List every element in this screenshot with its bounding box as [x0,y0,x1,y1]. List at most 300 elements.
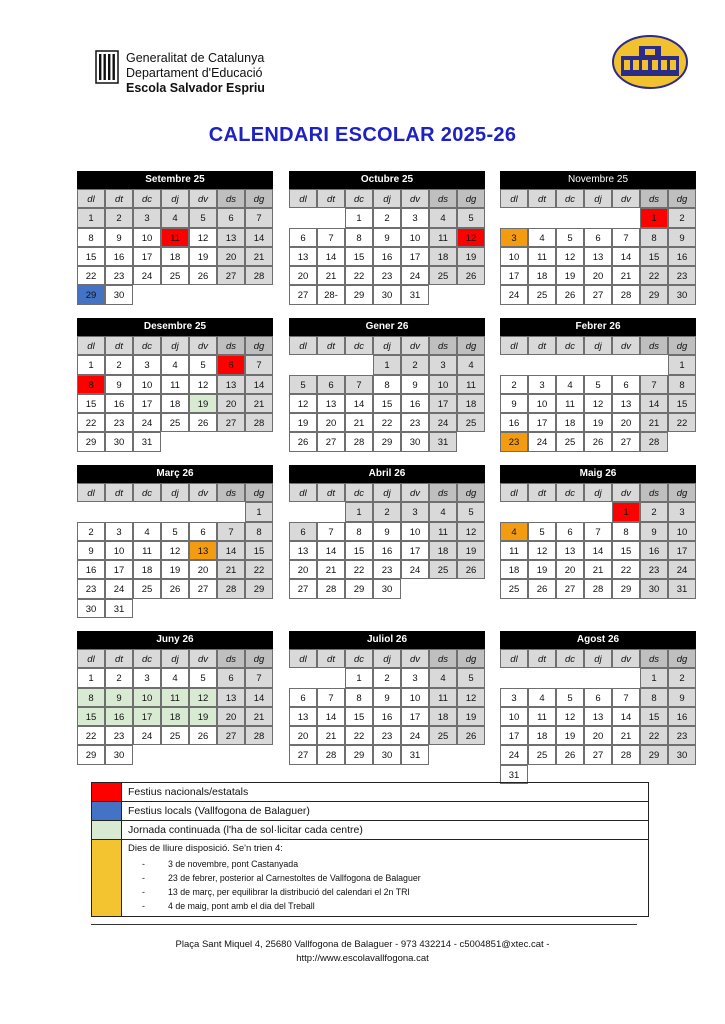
day-cell: 2 [668,668,696,687]
government-name: Generalitat de Catalunya [126,51,265,65]
day-cell: 5 [457,502,485,521]
month-title: Març 26 [77,465,273,483]
day-cell: 22 [345,266,373,285]
empty-cell [217,502,245,521]
month-calendar [500,171,696,305]
day-cell: 8 [77,375,105,394]
day-cell: 11 [500,541,528,560]
day-cell: 22 [245,560,273,579]
day-cell: 30 [373,745,401,764]
day-cell: 13 [217,375,245,394]
day-cell: 4 [429,668,457,687]
day-cell: 16 [373,707,401,726]
month-grid [289,336,485,452]
footer-website[interactable]: http://www.escolavallfogona.cat [296,953,429,964]
day-cell: 5 [556,688,584,707]
day-cell: 28- [317,285,345,304]
day-cell: 30 [105,432,133,451]
weekday-header: dj [161,649,189,668]
day-cell: 16 [105,707,133,726]
day-cell: 23 [77,579,105,598]
day-cell: 29 [345,285,373,304]
weekday-header: dv [401,483,429,502]
day-cell: 5 [189,208,217,227]
day-cell: 3 [429,355,457,374]
day-cell: 28 [612,285,640,304]
day-cell: 24 [429,413,457,432]
day-cell: 25 [528,745,556,764]
weekday-header: dt [105,189,133,208]
day-cell: 3 [401,668,429,687]
day-cell: 30 [668,285,696,304]
day-cell: 30 [668,745,696,764]
day-cell: 22 [345,560,373,579]
day-cell: 2 [373,502,401,521]
empty-cell [77,502,105,521]
month-title: Maig 26 [500,465,696,483]
day-cell: 6 [217,355,245,374]
day-cell: 19 [161,560,189,579]
month-calendar [289,631,485,765]
weekday-header: dg [457,336,485,355]
day-cell: 23 [401,413,429,432]
day-cell: 2 [668,208,696,227]
day-cell: 10 [133,688,161,707]
day-cell: 10 [105,541,133,560]
empty-cell [556,355,584,374]
empty-cell [161,502,189,521]
weekday-header: dc [133,649,161,668]
day-cell: 25 [133,579,161,598]
day-cell: 3 [528,375,556,394]
day-cell: 13 [189,541,217,560]
day-cell: 9 [500,394,528,413]
day-cell: 20 [612,413,640,432]
day-cell: 23 [668,726,696,745]
month-title: Octubre 25 [289,171,485,189]
day-cell: 27 [289,579,317,598]
weekday-header: ds [217,189,245,208]
day-cell: 13 [289,247,317,266]
weekday-header: dv [189,483,217,502]
month-calendar [500,318,696,452]
weekday-header: dg [245,483,273,502]
day-cell: 19 [189,247,217,266]
day-cell: 19 [189,707,217,726]
day-cell: 12 [556,707,584,726]
day-cell: 12 [189,375,217,394]
weekday-header: dc [133,483,161,502]
day-cell: 28 [245,413,273,432]
day-cell: 28 [345,432,373,451]
day-cell: 4 [133,522,161,541]
month-calendar [77,465,273,618]
empty-cell [556,208,584,227]
day-cell: 29 [373,432,401,451]
day-cell: 3 [133,355,161,374]
weekday-header: dv [401,649,429,668]
empty-cell [640,355,668,374]
month-grid [289,649,485,765]
day-cell: 6 [289,228,317,247]
day-cell: 2 [640,502,668,521]
weekday-header: dj [584,189,612,208]
legend-row-national [92,783,648,802]
weekday-header: dt [317,336,345,355]
day-cell: 6 [584,228,612,247]
month-title: Juliol 26 [289,631,485,649]
day-cell: 20 [289,726,317,745]
legend-free-item: - 3 de novembre, pont Castanyada [142,858,299,869]
empty-cell [345,355,373,374]
empty-cell [584,502,612,521]
day-cell: 7 [245,668,273,687]
day-cell: 19 [189,394,217,413]
day-cell: 31 [133,432,161,451]
empty-cell [500,355,528,374]
day-cell: 12 [457,688,485,707]
day-cell: 27 [189,579,217,598]
day-cell: 16 [105,247,133,266]
weekday-header: dv [612,649,640,668]
day-cell: 31 [401,285,429,304]
day-cell: 11 [161,228,189,247]
institution-header [126,51,265,96]
day-cell: 13 [217,688,245,707]
day-cell: 6 [317,375,345,394]
day-cell: 10 [528,394,556,413]
month-title: Setembre 25 [77,171,273,189]
day-cell: 6 [217,668,245,687]
day-cell: 24 [133,266,161,285]
legend-free-days [122,840,427,916]
day-cell: 12 [289,394,317,413]
day-cell: 18 [161,247,189,266]
day-cell: 22 [640,266,668,285]
day-cell: 1 [77,208,105,227]
empty-cell [528,502,556,521]
day-cell: 29 [77,432,105,451]
day-cell: 30 [105,285,133,304]
weekday-header: dg [457,189,485,208]
month-calendar [77,318,273,452]
weekday-header: dl [77,189,105,208]
day-cell: 30 [401,432,429,451]
day-cell: 29 [345,579,373,598]
day-cell: 21 [245,247,273,266]
empty-cell [500,208,528,227]
month-title: Juny 26 [77,631,273,649]
day-cell: 18 [429,247,457,266]
day-cell: 22 [77,726,105,745]
day-cell: 25 [556,432,584,451]
weekday-header: ds [429,483,457,502]
day-cell: 1 [245,502,273,521]
day-cell: 31 [429,432,457,451]
day-cell: 19 [556,726,584,745]
day-cell: 7 [584,522,612,541]
day-cell: 14 [612,707,640,726]
empty-cell [105,502,133,521]
day-cell: 20 [289,560,317,579]
day-cell: 12 [556,247,584,266]
weekday-header: dl [500,336,528,355]
day-cell: 26 [189,266,217,285]
day-cell: 24 [105,579,133,598]
day-cell: 4 [500,522,528,541]
day-cell: 5 [584,375,612,394]
day-cell: 17 [500,266,528,285]
day-cell: 19 [457,707,485,726]
day-cell: 17 [401,541,429,560]
day-cell: 15 [640,247,668,266]
day-cell: 7 [245,355,273,374]
day-cell: 18 [161,394,189,413]
day-cell: 21 [345,413,373,432]
weekday-header: dg [668,649,696,668]
day-cell: 8 [345,228,373,247]
day-cell: 18 [528,726,556,745]
day-cell: 10 [401,228,429,247]
day-cell: 14 [245,688,273,707]
month-title: Novembre 25 [500,171,696,189]
day-cell: 17 [133,707,161,726]
day-cell: 23 [105,266,133,285]
day-cell: 13 [612,394,640,413]
month-title: Agost 26 [500,631,696,649]
day-cell: 10 [401,522,429,541]
day-cell: 18 [429,541,457,560]
day-cell: 24 [401,726,429,745]
day-cell: 17 [528,413,556,432]
day-cell: 15 [77,247,105,266]
day-cell: 18 [500,560,528,579]
day-cell: 4 [528,228,556,247]
day-cell: 11 [429,522,457,541]
month-grid [289,483,485,599]
day-cell: 13 [317,394,345,413]
day-cell: 10 [500,707,528,726]
weekday-header: dc [556,336,584,355]
day-cell: 2 [401,355,429,374]
day-cell: 9 [668,228,696,247]
day-cell: 18 [161,707,189,726]
day-cell: 7 [345,375,373,394]
weekday-header: dj [584,336,612,355]
weekday-header: dt [528,649,556,668]
weekday-header: ds [640,336,668,355]
day-cell: 20 [217,707,245,726]
day-cell: 8 [77,688,105,707]
day-cell: 24 [133,726,161,745]
day-cell: 26 [556,745,584,764]
month-grid [77,483,273,618]
weekday-header: dg [457,483,485,502]
weekday-header: dg [668,189,696,208]
day-cell: 10 [500,247,528,266]
month-grid [77,336,273,452]
day-cell: 25 [500,579,528,598]
day-cell: 26 [528,579,556,598]
day-cell: 2 [373,668,401,687]
weekday-header: dv [401,336,429,355]
day-cell: 13 [289,541,317,560]
day-cell: 25 [429,560,457,579]
day-cell: 16 [500,413,528,432]
weekday-header: ds [429,336,457,355]
month-calendar [289,318,485,452]
day-cell: 8 [245,522,273,541]
day-cell: 28 [317,579,345,598]
empty-cell [612,355,640,374]
day-cell: 8 [640,228,668,247]
day-cell: 28 [317,745,345,764]
day-cell: 6 [612,375,640,394]
day-cell: 4 [429,208,457,227]
day-cell: 3 [401,208,429,227]
legend-label-continuous: Jornada continuada (l'ha de sol·licitar cada centre) [128,824,363,836]
empty-cell [317,502,345,521]
weekday-header: ds [429,649,457,668]
day-cell: 13 [584,247,612,266]
empty-cell [556,668,584,687]
weekday-header: dl [500,189,528,208]
legend-label-local: Festius locals (Vallfogona de Balaguer) [128,805,310,817]
weekday-header: dg [668,336,696,355]
legend-row-local [92,802,648,821]
empty-cell [500,668,528,687]
day-cell: 25 [528,285,556,304]
day-cell: 8 [345,688,373,707]
day-cell: 21 [584,560,612,579]
day-cell: 12 [189,228,217,247]
day-cell: 4 [556,375,584,394]
day-cell: 13 [217,228,245,247]
day-cell: 6 [189,522,217,541]
empty-cell [317,668,345,687]
day-cell: 12 [584,394,612,413]
day-cell: 5 [457,208,485,227]
day-cell: 30 [77,599,105,618]
day-cell: 22 [640,726,668,745]
weekday-header: dg [245,336,273,355]
day-cell: 24 [133,413,161,432]
day-cell: 11 [133,541,161,560]
weekday-header: dt [105,649,133,668]
month-calendar [500,465,696,599]
day-cell: 15 [77,707,105,726]
day-cell: 9 [77,541,105,560]
day-cell: 14 [245,375,273,394]
day-cell: 20 [217,247,245,266]
footer-divider [91,924,637,925]
day-cell: 17 [668,541,696,560]
month-grid [500,336,696,452]
day-cell: 26 [457,726,485,745]
day-cell: 15 [245,541,273,560]
day-cell: 20 [317,413,345,432]
day-cell: 28 [245,726,273,745]
day-cell: 15 [77,394,105,413]
weekday-header: dj [161,336,189,355]
legend [91,782,649,917]
day-cell: 28 [245,266,273,285]
day-cell: 5 [528,522,556,541]
empty-cell [528,208,556,227]
day-cell: 22 [77,413,105,432]
weekday-header: dt [528,483,556,502]
month-title: Gener 26 [289,318,485,336]
day-cell: 18 [429,707,457,726]
footer [0,938,725,966]
day-cell: 15 [668,394,696,413]
day-cell: 7 [317,228,345,247]
day-cell: 9 [668,688,696,707]
day-cell: 14 [217,541,245,560]
weekday-header: dt [105,483,133,502]
day-cell: 30 [373,285,401,304]
day-cell: 31 [500,765,528,784]
day-cell: 21 [612,266,640,285]
weekday-header: dl [289,649,317,668]
day-cell: 6 [217,208,245,227]
day-cell: 28 [217,579,245,598]
day-cell: 15 [345,541,373,560]
day-cell: 20 [584,266,612,285]
day-cell: 3 [133,668,161,687]
day-cell: 4 [161,208,189,227]
empty-cell [612,208,640,227]
day-cell: 29 [640,285,668,304]
day-cell: 26 [161,579,189,598]
day-cell: 1 [345,502,373,521]
day-cell: 30 [105,745,133,764]
day-cell: 11 [161,375,189,394]
month-calendar [289,465,485,599]
day-cell: 1 [345,668,373,687]
weekday-header: dg [668,483,696,502]
day-cell: 20 [189,560,217,579]
weekday-header: dc [345,336,373,355]
day-cell: 6 [289,522,317,541]
day-cell: 19 [556,266,584,285]
day-cell: 21 [217,560,245,579]
day-cell: 26 [457,266,485,285]
day-cell: 14 [317,541,345,560]
day-cell: 21 [640,413,668,432]
day-cell: 29 [612,579,640,598]
weekday-header: dt [317,189,345,208]
weekday-header: dj [161,189,189,208]
day-cell: 24 [401,266,429,285]
month-title: Febrer 26 [500,318,696,336]
footer-address: Plaça Sant Miquel 4, 25680 Vallfogona de Balaguer - 973 432214 - c5004851@xtec.cat - [175,939,550,950]
day-cell: 20 [217,394,245,413]
weekday-header: ds [640,189,668,208]
month-grid [500,189,696,305]
day-cell: 7 [217,522,245,541]
legend-free-item: - 4 de maig, pont amb el dia del Treball [142,900,315,911]
day-cell: 25 [161,726,189,745]
weekday-header: dv [612,336,640,355]
school-name: Escola Salvador Espriu [126,81,265,95]
day-cell: 9 [373,688,401,707]
day-cell: 23 [105,413,133,432]
day-cell: 1 [373,355,401,374]
day-cell: 8 [373,375,401,394]
day-cell: 12 [161,541,189,560]
weekday-header: ds [217,336,245,355]
